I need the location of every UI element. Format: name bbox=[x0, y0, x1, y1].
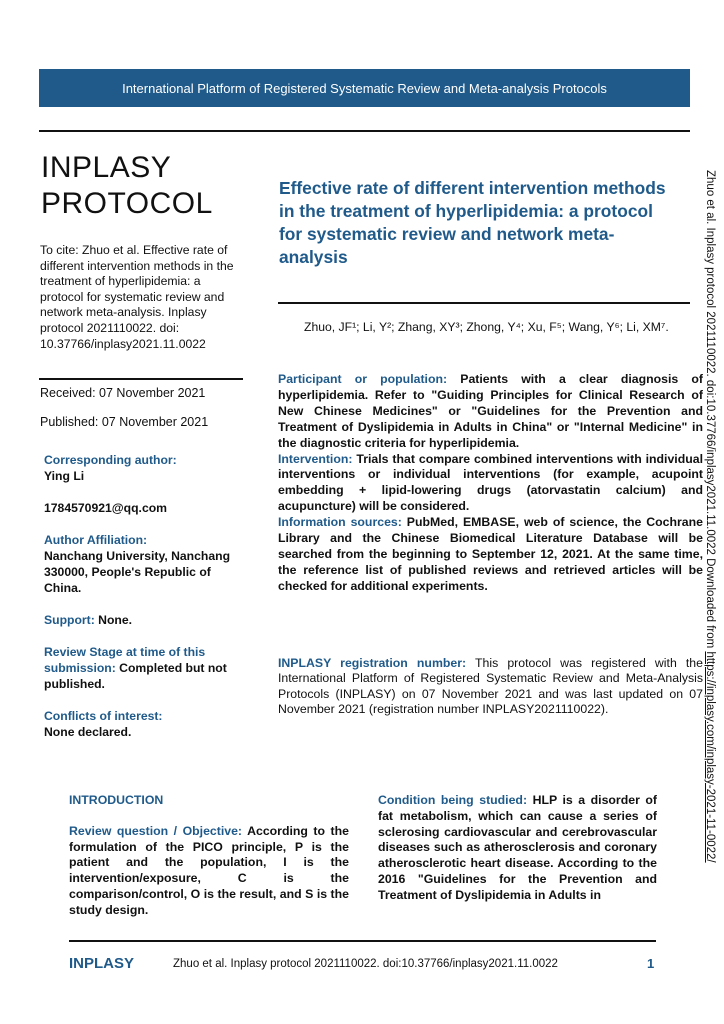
side-note-text: Zhuo et al. Inplasy protocol 2021110022. doi:10.37766/inplasy2021.11.0022 Downloaded from bbox=[704, 170, 716, 652]
published-date: Published: 07 November 2021 bbox=[40, 415, 209, 429]
introduction-section bbox=[69, 793, 349, 919]
participant-text: Patients with a clear diagnosis of hyperlipidemia. Refer to "Guiding Principles for Clinical Research of New Chinese Medicines" or "Guidelines for the Prevention and Treatment of Dyslipidemia in Adults in China" or "Internal Medicine" in the diagnostic criteria for hyperlipidemia. bbox=[278, 372, 703, 450]
review-question-label: Review question / Objective: bbox=[69, 823, 243, 838]
footer-brand: INPLASY bbox=[69, 955, 135, 972]
protocol-summary bbox=[278, 372, 703, 595]
header-banner bbox=[39, 69, 690, 107]
brand-line-1: INPLASY bbox=[41, 151, 172, 184]
review-stage bbox=[44, 644, 240, 692]
sources-text: PubMed, EMBASE, web of science, the Cochrane Library and the Chinese Biomedical Literature Database will be searched from the beginning to September 12, 2021. At the same time, the reference list of published reviews and retrieved articles will be checked for additional experiments. bbox=[278, 515, 703, 593]
intervention-text: Trials that compare combined interventions with individual interventions or individual interventions (for example, acupoint embedding + lipid-lowering drugs (atorvastatin calcium) and acupuncture) will be considered. bbox=[278, 451, 703, 514]
author-email[interactable]: 1784570921@qq.com bbox=[44, 501, 167, 515]
affiliation-label: Author Affiliation: bbox=[44, 533, 148, 547]
inplasy-link[interactable]: https://inplasy.com/inplasy-2021-11-0022/ bbox=[704, 651, 716, 863]
support-label: Support: bbox=[44, 613, 95, 627]
support bbox=[44, 612, 240, 628]
download-side-note bbox=[704, 170, 716, 863]
footer-divider bbox=[69, 940, 656, 942]
sources-label: Information sources: bbox=[278, 515, 402, 530]
title-divider bbox=[278, 302, 690, 304]
protocol-brand bbox=[41, 150, 213, 222]
corresponding-label: Corresponding author: bbox=[44, 453, 177, 467]
brand-line-2: PROTOCOL bbox=[41, 187, 213, 220]
top-divider bbox=[39, 130, 690, 132]
registration-label: INPLASY registration number: bbox=[278, 656, 467, 670]
condition-section bbox=[378, 793, 657, 904]
citation-block: To cite: Zhuo et al. Effective rate of different intervention methods in the treatment of hyperlipidemia: a protocol for systematic review and network meta-analysis. Inplasy protocol 2021110022. doi: 10.37766/inplasy2021.11.0022 bbox=[40, 243, 234, 351]
banner-title: International Platform of Registered Systematic Review and Meta-analysis Protocols bbox=[122, 80, 607, 96]
page-number: 1 bbox=[647, 956, 655, 971]
condition-text: HLP is a disorder of fat metabolism, which can cause a series of sclerosing cardiovascular and cerebrovascular diseases such as atherosclerosis and coronary atherosclerotic heart disease. According to the 2016 "Guidelines for the Prevention and Treatment of Dyslipidemia in Adults in bbox=[378, 793, 657, 902]
affiliation-value: Nanchang University, Nanchang 330000, People's Republic of China. bbox=[44, 549, 231, 595]
conflicts-of-interest bbox=[44, 708, 240, 740]
condition-label: Condition being studied: bbox=[378, 793, 528, 807]
corresponding-name: Ying Li bbox=[44, 469, 85, 483]
footer-citation: Zhuo et al. Inplasy protocol 2021110022. doi:10.37766/inplasy2021.11.0022 bbox=[173, 958, 558, 970]
conflicts-value: None declared. bbox=[44, 725, 132, 739]
review-stage-label: Review Stage at time of this submission: bbox=[44, 645, 206, 675]
received-date: Received: 07 November 2021 bbox=[40, 386, 206, 400]
author-affiliation bbox=[44, 532, 240, 596]
support-value: None. bbox=[94, 613, 133, 627]
paper-title: Effective rate of different intervention methods in the treatment of hyperlipidemia: a protocol for systematic review and network meta-analysis bbox=[279, 178, 666, 267]
meta-sidebar bbox=[44, 452, 240, 756]
author-list: Zhuo, JF¹; Li, Y²; Zhang, XY³; Zhong, Y⁴; Xu, F⁵; Wang, Y⁶; Li, XM⁷. bbox=[304, 320, 669, 334]
intervention-label: Intervention: bbox=[278, 451, 353, 466]
registration-text: This protocol was registered with the International Platform of Registered Systematic Review and Meta-Analysis Protocols (INPLASY) on 07 November 2021 and was last updated on 07 November 2021 (registration number INPLASY2021110022). bbox=[278, 656, 703, 717]
participant-label: Participant or population: bbox=[278, 372, 448, 386]
citation-divider bbox=[39, 378, 243, 380]
review-stage-value: Completed but not published. bbox=[44, 661, 227, 691]
review-question-text: According to the formulation of the PICO principle, P is the patient and the population, I is the intervention/exposure, C is the comparison/control, O is the result, and S is the study design. bbox=[69, 823, 349, 917]
conflicts-label: Conflicts of interest: bbox=[44, 709, 163, 723]
introduction-heading: INTRODUCTION bbox=[69, 793, 164, 807]
corresponding-author bbox=[44, 452, 240, 484]
registration-block bbox=[278, 656, 703, 718]
